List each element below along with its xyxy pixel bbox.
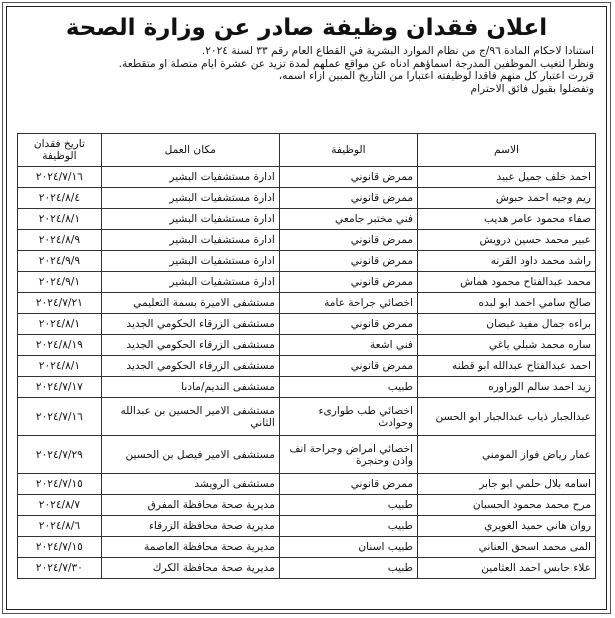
notice-title: اعلان فقدان وظيفة صادر عن وزارة الصحة: [65, 15, 548, 41]
header-place: مكان العمل: [101, 134, 279, 167]
table-row: [18, 230, 596, 251]
cell-date: ٢٠٢٤/٧/٣٠: [18, 558, 102, 579]
cell-place: مستشفى الرويشد: [101, 474, 279, 495]
table-row: [18, 335, 596, 356]
cell-job: طبيب اسنان: [279, 537, 417, 558]
cell-date: ٢٠٢٤/٧/١٥: [18, 474, 102, 495]
cell-job: طبيب: [279, 377, 417, 398]
cell-job: ممرض قانوني: [279, 230, 417, 251]
table-row: [18, 356, 596, 377]
cell-date: ٢٠٢٤/٧/١٦: [18, 167, 102, 188]
cell-date: ٢٠٢٤/٧/١٧: [18, 377, 102, 398]
cell-job: طبيب: [279, 516, 417, 537]
cell-name: عبدالجبار ذياب عبدالجبار ابو الحسن: [418, 398, 596, 436]
cell-job: ممرض قانوني: [279, 167, 417, 188]
header-job: الوظيفة: [279, 134, 417, 167]
table-row: [18, 272, 596, 293]
cell-date: ٢٠٢٤/٨/٧: [18, 495, 102, 516]
intro-line: قررت اعتبار كل منهم فاقدا لوظيفته اعتبارا من التاريخ المبين ازاء اسمه،: [278, 70, 594, 83]
cell-place: مديرية صحة محافظة المفرق: [101, 495, 279, 516]
cell-date: ٢٠٢٤/٨/١٩: [18, 335, 102, 356]
cell-job: طبيب: [279, 495, 417, 516]
cell-place: مستشفى الاميرة بسمة التعليمي: [101, 293, 279, 314]
cell-name: محمد عبدالفتاح محمود هماش: [418, 272, 596, 293]
cell-place: مستشفى الامير فيصل بن الحسين: [101, 436, 279, 474]
cell-name: عمار رياض فواز المومني: [418, 436, 596, 474]
cell-name: ساره محمد شبلي ياغي: [418, 335, 596, 356]
cell-job: ممرض قانوني: [279, 356, 417, 377]
cell-place: مستشفى الزرقاء الحكومي الجديد: [101, 335, 279, 356]
cell-place: ادارة مستشفيات البشير: [101, 251, 279, 272]
cell-job: فني اشعة: [279, 335, 417, 356]
table-row: [18, 167, 596, 188]
cell-name: علاء حابس احمد العثامين: [418, 558, 596, 579]
cell-name: ريم وجيه احمد حبوش: [418, 188, 596, 209]
cell-name: براءه جمال مفيد غبضان: [418, 314, 596, 335]
cell-place: ادارة مستشفيات البشير: [101, 188, 279, 209]
cell-date: ٢٠٢٤/٧/٢٩: [18, 436, 102, 474]
table-row: [18, 516, 596, 537]
cell-place: مستشفى الزرقاء الحكومي الجديد: [101, 314, 279, 335]
cell-name: زيد احمد سالم الوراوره: [418, 377, 596, 398]
table-row: [18, 495, 596, 516]
cell-date: ٢٠٢٤/٩/١: [18, 272, 102, 293]
cell-place: مديرية صحة محافظة العاصمة: [101, 537, 279, 558]
cell-job: ممرض قانوني: [279, 272, 417, 293]
notice-page: [6, 6, 607, 610]
cell-name: مرح محمد محمود الحسبان: [418, 495, 596, 516]
header-date: تاريخ فقدان الوظيفة: [18, 134, 102, 167]
table-row: [18, 293, 596, 314]
table-row: [18, 558, 596, 579]
cell-date: ٢٠٢٤/٨/١: [18, 314, 102, 335]
table-row: [18, 474, 596, 495]
table-row: [18, 377, 596, 398]
intro-text: [17, 45, 594, 95]
cell-job: فني مختبر جامعي: [279, 209, 417, 230]
cell-job: ممرض قانوني: [279, 251, 417, 272]
cell-place: مديرية صحة محافظة الزرقاء: [101, 516, 279, 537]
cell-name: احمد خلف جميل عبيد: [418, 167, 596, 188]
cell-place: ادارة مستشفيات البشير: [101, 209, 279, 230]
table-row: [18, 537, 596, 558]
cell-job: ممرض قانوني: [279, 314, 417, 335]
cell-place: مديرية صحة محافظة الكرك: [101, 558, 279, 579]
cell-date: ٢٠٢٤/٨/٦: [18, 516, 102, 537]
table-header-row: [18, 134, 596, 167]
cell-name: عبير محمد حسين درويش: [418, 230, 596, 251]
table-row: [18, 251, 596, 272]
cell-name: اسامه بلال حلمي ابو جابر: [418, 474, 596, 495]
employees-table: [17, 133, 596, 579]
table-row: [18, 188, 596, 209]
table-row: [18, 209, 596, 230]
cell-job: طبيب: [279, 558, 417, 579]
intro-line: ونظرا لتغيب الموظفين المدرجة اسماؤهم ادناه عن مواقع عملهم لمدة تزيد عن عشرة ايام متصلة او متقطعة.: [118, 57, 594, 70]
cell-place: مستشفى الامير الحسين بن عبدالله الثاني: [101, 398, 279, 436]
intro-line: وتفضلوا بقبول فائق الاحترام: [470, 82, 594, 95]
cell-job: اخصائي جراحة عامة: [279, 293, 417, 314]
cell-name: صالح سامي احمد ابو لبده: [418, 293, 596, 314]
cell-date: ٢٠٢٤/٨/٤: [18, 188, 102, 209]
header-name: الاسم: [418, 134, 596, 167]
cell-job: اخصائي امراض وجراحة انف واذن وحنجرة: [279, 436, 417, 474]
cell-job: اخصائي طب طوارىء وحوادث: [279, 398, 417, 436]
cell-job: ممرض قانوني: [279, 474, 417, 495]
cell-date: ٢٠٢٤/٧/١٥: [18, 537, 102, 558]
cell-date: ٢٠٢٤/٨/١: [18, 356, 102, 377]
table-row: [18, 398, 596, 436]
table-row: [18, 436, 596, 474]
cell-place: ادارة مستشفيات البشير: [101, 272, 279, 293]
cell-job: ممرض قانوني: [279, 188, 417, 209]
cell-place: مستشفى النديم/مادبا: [101, 377, 279, 398]
cell-name: المى محمد اسحق العناني: [418, 537, 596, 558]
cell-name: احمد عبدالفتاح عبدالله ابو قطنه: [418, 356, 596, 377]
cell-place: مستشفى الزرقاء الحكومي الجديد: [101, 356, 279, 377]
cell-name: راشد محمد داود القرنه: [418, 251, 596, 272]
cell-name: صفاء محمود عامر هديب: [418, 209, 596, 230]
cell-date: ٢٠٢٤/٧/٢١: [18, 293, 102, 314]
intro-line: استنادا لاحكام المادة ٩٦/ج من نظام الموارد البشرية في القطاع العام رقم ٣٣ لسنة ٢٠٢٤.: [201, 45, 594, 57]
cell-place: ادارة مستشفيات البشير: [101, 230, 279, 251]
cell-name: روان هاني حميد الغويري: [418, 516, 596, 537]
cell-date: ٢٠٢٤/٩/٩: [18, 251, 102, 272]
cell-place: ادارة مستشفيات البشير: [101, 167, 279, 188]
table-row: [18, 314, 596, 335]
cell-date: ٢٠٢٤/٨/١: [18, 209, 102, 230]
cell-date: ٢٠٢٤/٨/٩: [18, 230, 102, 251]
cell-date: ٢٠٢٤/٧/١٦: [18, 398, 102, 436]
